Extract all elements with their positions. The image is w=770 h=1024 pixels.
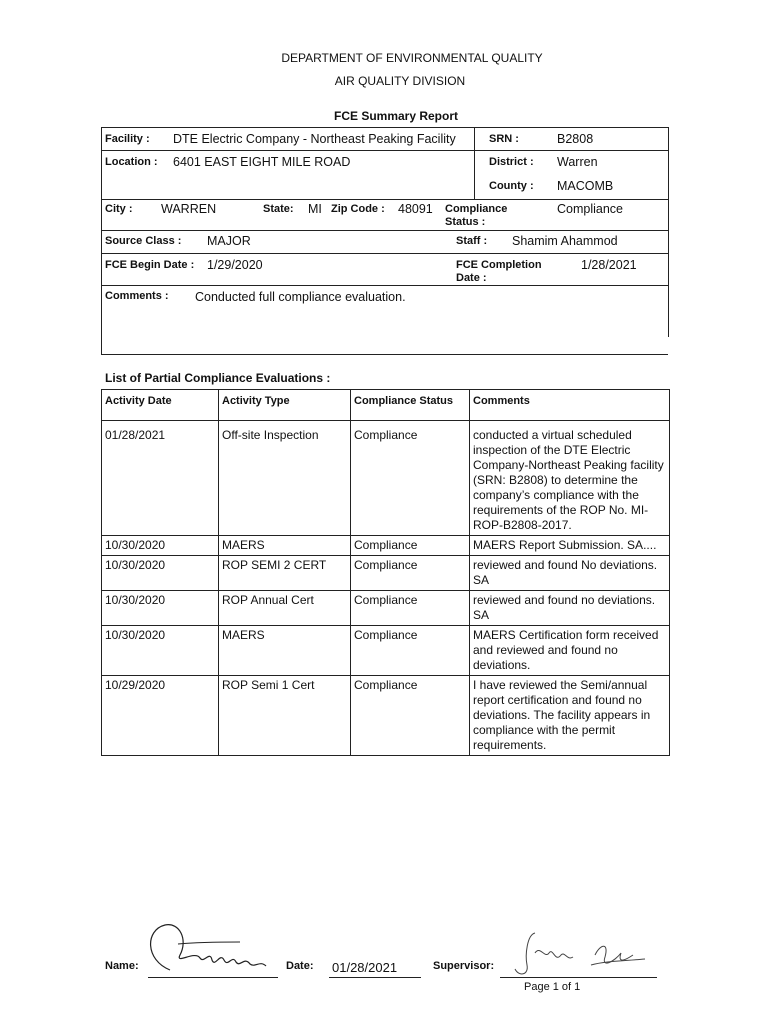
- compliance-status-cell: Compliance: [351, 421, 470, 536]
- compliance-status-cell: Compliance: [351, 556, 470, 591]
- activity-date-cell: 01/28/2021: [102, 421, 219, 536]
- compliance-status-cell: Compliance: [351, 536, 470, 556]
- srn-label: SRN :: [489, 133, 519, 145]
- table-row: [102, 676, 670, 756]
- pce-table: [101, 389, 670, 756]
- district-label: District :: [489, 156, 534, 168]
- activity-date-cell: 10/30/2020: [102, 536, 219, 556]
- department-heading: DEPARTMENT OF ENVIRONMENTAL QUALITY: [281, 51, 543, 65]
- page-number: Page 1 of 1: [524, 981, 581, 993]
- fce-completion-label: FCE Completion: [456, 259, 542, 271]
- compliance-status-cell: Compliance: [351, 626, 470, 676]
- row-divider: [101, 285, 668, 286]
- table-row: [102, 591, 670, 626]
- comments-cell: I have reviewed the Semi/annual report certification and found no deviations. The facility appears in compliance with the permit requirements.: [470, 676, 670, 756]
- column-header-comments: Comments: [470, 390, 670, 421]
- facility-value: DTE Electric Company - Northeast Peaking Facility: [173, 132, 456, 146]
- comments-cell: MAERS Report Submission. SA....: [470, 536, 670, 556]
- fce-completion-label-line2: Date :: [456, 272, 487, 284]
- county-label: County :: [489, 180, 534, 192]
- comments-cell: MAERS Certification form received and reviewed and found no deviations.: [470, 626, 670, 676]
- state-label: State:: [263, 203, 294, 215]
- activity-date-cell: 10/29/2020: [102, 676, 219, 756]
- activity-type-cell: ROP Semi 1 Cert: [219, 676, 351, 756]
- comments-label: Comments :: [105, 290, 169, 302]
- fce-begin-label: FCE Begin Date :: [105, 259, 195, 271]
- name-label: Name:: [105, 960, 139, 972]
- location-value: 6401 EAST EIGHT MILE ROAD: [173, 155, 351, 169]
- comments-cell: conducted a virtual scheduled inspection of the DTE Electric Company-Northeast Peaking facility (SRN: B2808) to determine the company’s compliance with the requirements of the ROP No. MI-ROP-B2808-2017.: [470, 421, 670, 536]
- date-line: [329, 977, 421, 978]
- activity-type-cell: MAERS: [219, 536, 351, 556]
- division-heading: AIR QUALITY DIVISION: [334, 74, 466, 88]
- fce-completion-value: 1/28/2021: [581, 258, 637, 272]
- source-class-value: MAJOR: [207, 234, 251, 248]
- pce-header-row: [102, 390, 670, 421]
- activity-type-cell: MAERS: [219, 626, 351, 676]
- activity-type-cell: ROP Annual Cert: [219, 591, 351, 626]
- staff-value: Shamim Ahammod: [512, 234, 618, 248]
- column-header-activity-date: Activity Date: [102, 390, 219, 421]
- row-divider: [101, 150, 668, 151]
- city-label: City :: [105, 203, 133, 215]
- compliance-status-cell: Compliance: [351, 591, 470, 626]
- comments-cell: reviewed and found no deviations. SA: [470, 591, 670, 626]
- fce-begin-value: 1/29/2020: [207, 258, 263, 272]
- state-value: MI: [308, 202, 322, 216]
- row-divider: [101, 253, 668, 254]
- zip-value: 48091: [398, 202, 433, 216]
- inspector-signature: [140, 920, 280, 980]
- supervisor-label: Supervisor:: [433, 960, 495, 972]
- report-title: FCE Summary Report: [333, 109, 459, 123]
- date-value: 01/28/2021: [332, 960, 398, 975]
- county-value: MACOMB: [557, 179, 614, 193]
- source-class-label: Source Class :: [105, 235, 182, 247]
- compliance-status-cell: Compliance: [351, 676, 470, 756]
- summary-left-border: [101, 127, 102, 355]
- row-divider: [101, 230, 668, 231]
- row-divider: [101, 199, 668, 200]
- compliance-status-value: Compliance: [557, 202, 624, 216]
- column-header-compliance-status: Compliance Status: [351, 390, 470, 421]
- compliance-status-label-line2: Status :: [445, 216, 486, 228]
- column-header-activity-type: Activity Type: [219, 390, 351, 421]
- supervisor-signature: [505, 925, 655, 985]
- district-value: Warren: [557, 155, 598, 169]
- facility-label: Facility :: [105, 133, 150, 145]
- staff-label: Staff :: [456, 235, 488, 247]
- table-row: [102, 421, 670, 536]
- compliance-status-label: Compliance: [445, 203, 508, 215]
- activity-type-cell: Off-site Inspection: [219, 421, 351, 536]
- activity-date-cell: 10/30/2020: [102, 626, 219, 676]
- location-label: Location :: [105, 156, 158, 168]
- srn-value: B2808: [557, 132, 594, 146]
- summary-top-border: [101, 127, 668, 128]
- activity-type-cell: ROP SEMI 2 CERT: [219, 556, 351, 591]
- activity-date-cell: 10/30/2020: [102, 556, 219, 591]
- pce-section-title: List of Partial Compliance Evaluations :: [105, 371, 331, 385]
- zip-label: Zip Code :: [331, 203, 385, 215]
- date-label: Date:: [286, 960, 314, 972]
- city-value: WARREN: [161, 202, 217, 216]
- activity-date-cell: 10/30/2020: [102, 591, 219, 626]
- srn-column-divider: [474, 127, 475, 199]
- table-row: [102, 626, 670, 676]
- comments-cell: reviewed and found No deviations. SA: [470, 556, 670, 591]
- comments-value: Conducted full compliance evaluation.: [195, 290, 406, 304]
- summary-bottom-border: [101, 354, 668, 355]
- summary-right-border: [668, 127, 669, 337]
- table-row: [102, 556, 670, 591]
- table-row: [102, 536, 670, 556]
